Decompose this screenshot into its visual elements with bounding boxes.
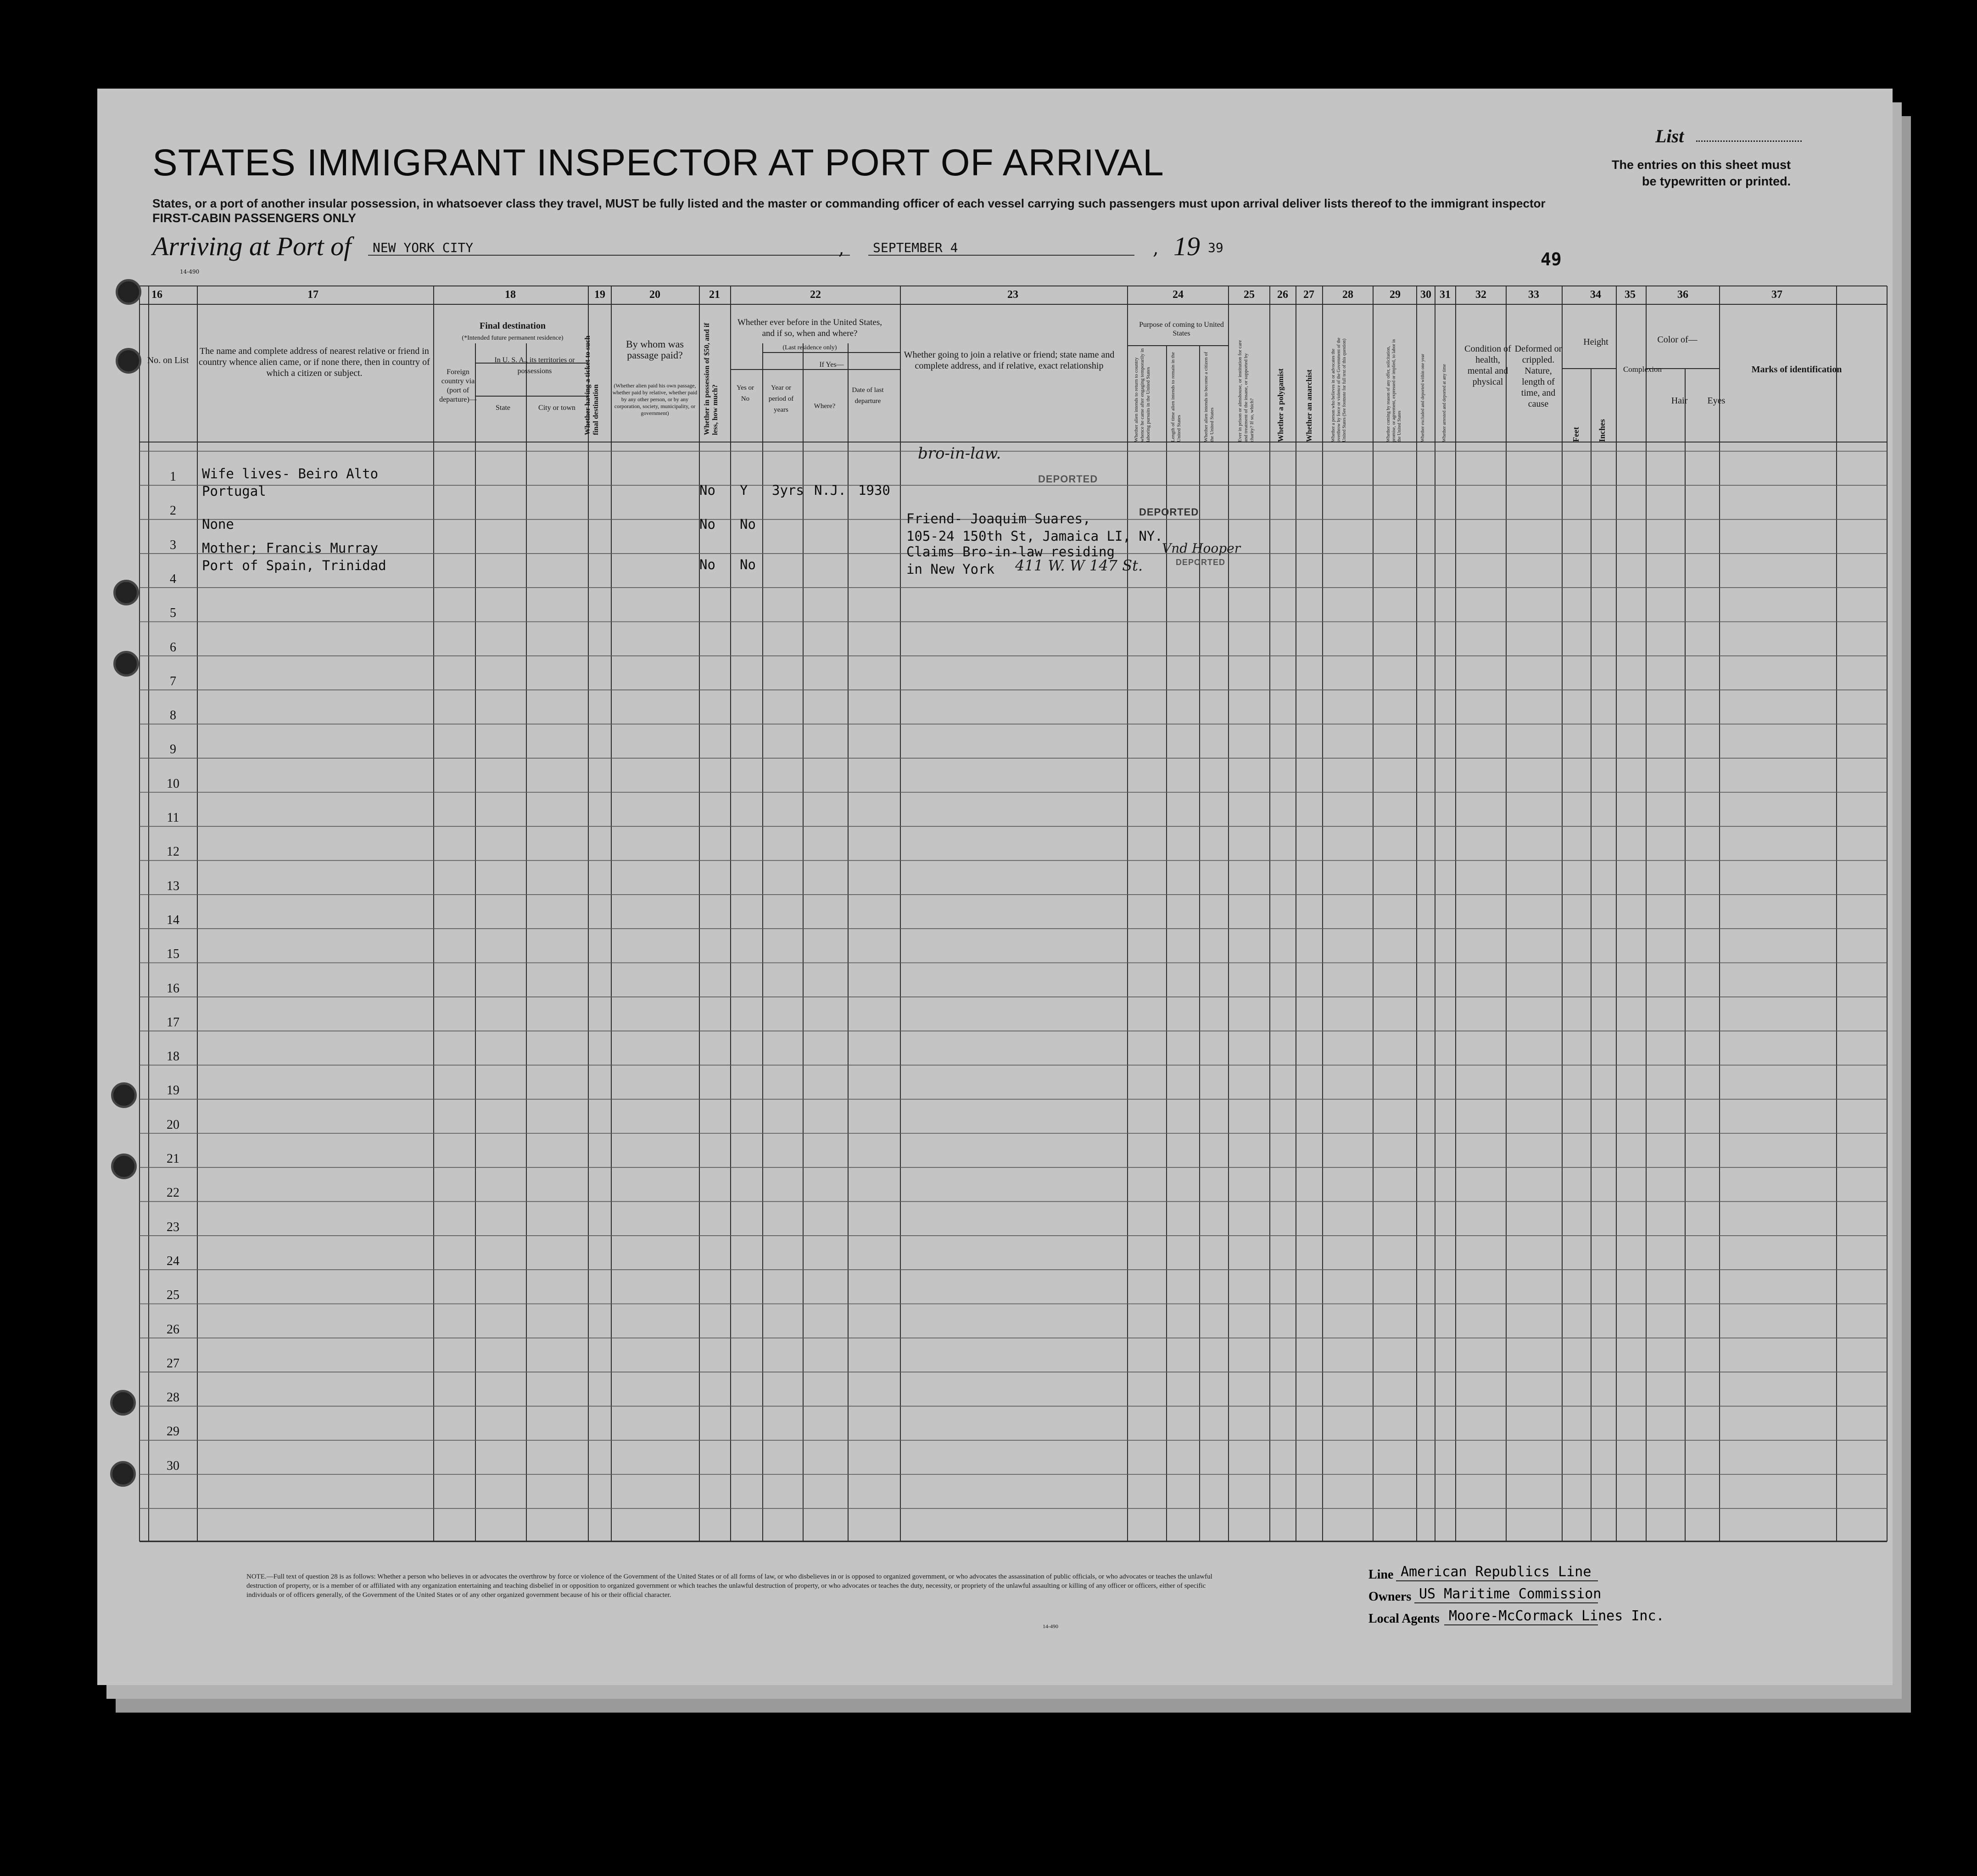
row2-in-possession: No bbox=[699, 516, 715, 532]
row-number: 8 bbox=[170, 708, 176, 723]
instructions-line-1: The entries on this sheet must bbox=[1612, 158, 1791, 172]
row1-deported-stamp: DEPORTED bbox=[1038, 473, 1098, 485]
binder-hole bbox=[116, 279, 141, 305]
col35-header: Complexion bbox=[1623, 365, 1662, 374]
col18-usa: In U. S. A., its territories or possessions bbox=[494, 356, 575, 375]
col34-feet: Feet bbox=[1571, 427, 1580, 442]
row3-in-possession: No bbox=[699, 557, 715, 572]
row3-deported-stamp: DEPORTED bbox=[1176, 558, 1226, 567]
row3-yes-no: No bbox=[740, 557, 756, 572]
row3-relative bbox=[202, 539, 386, 574]
col25-header: Ever in prison or almshouse, or institution for care and treatment of the insane, or supported by charity? If so, which? bbox=[1237, 340, 1255, 442]
col24-b: Length of time alien intends to remain in the United States bbox=[1170, 352, 1182, 442]
col22-note: (Last residence only) bbox=[782, 344, 837, 351]
subtitle-line-2: FIRST-CABIN PASSENGERS ONLY bbox=[152, 211, 357, 225]
column-number: 17 bbox=[307, 289, 318, 301]
column-number: 35 bbox=[1625, 289, 1636, 301]
line-underline bbox=[1396, 1580, 1598, 1581]
row-number: 22 bbox=[167, 1186, 179, 1200]
row1-where: N.J. bbox=[814, 482, 846, 498]
column-number: 28 bbox=[1342, 289, 1353, 301]
row-number: 18 bbox=[167, 1049, 179, 1064]
column-number: 31 bbox=[1440, 289, 1451, 301]
col34-title: Height bbox=[1583, 337, 1608, 347]
col36-hair: Hair bbox=[1671, 396, 1688, 406]
col18-title: Final destination bbox=[480, 321, 546, 331]
col17-header: The name and complete address of nearest relative or friend in country whence alien came, or if none there, then in country of which a citizen or subject. bbox=[199, 346, 430, 378]
comma-separator-2: , bbox=[1153, 238, 1159, 259]
list-label: List bbox=[1655, 126, 1684, 146]
col24-a: Whether alien intends to return to country whence he came after engaging temporarily in laboring pursuits in the United States bbox=[1134, 348, 1151, 442]
row-number: 25 bbox=[167, 1288, 179, 1303]
row2-join-line2: 105-24 150th St, Jamaica LI, NY. bbox=[906, 528, 1163, 544]
col31-header: Whether arrested and deported at any time bbox=[1442, 364, 1447, 442]
row-number: 16 bbox=[167, 981, 179, 996]
row-number: 6 bbox=[170, 640, 176, 655]
column-number: 25 bbox=[1244, 289, 1255, 301]
row-number: 20 bbox=[167, 1117, 179, 1132]
row1-yes-no: Y bbox=[740, 482, 748, 498]
row2-join bbox=[906, 510, 1163, 545]
row3-handwritten-name: Vnd Hooper bbox=[1162, 541, 1241, 556]
column-number: 21 bbox=[709, 289, 720, 301]
page-number: 49 bbox=[1541, 249, 1562, 269]
row-number: 30 bbox=[167, 1458, 179, 1473]
binder-hole bbox=[111, 1154, 137, 1179]
row3-handwritten-address: 411 W. W 147 St. bbox=[1015, 557, 1143, 574]
form-code-bottom: 14-490 bbox=[1043, 1623, 1058, 1630]
row1-handwritten-note: bro-in-law. bbox=[918, 444, 1001, 463]
arriving-label: Arriving at Port of bbox=[152, 231, 352, 261]
col21-header: Whether in possession of $50, and if less, how much? bbox=[703, 323, 719, 435]
row-number: 23 bbox=[167, 1220, 179, 1234]
col19-header: Whether having a ticket to such final destination bbox=[584, 335, 600, 435]
row-number: 28 bbox=[167, 1390, 179, 1405]
col24-c: Whether alien intends to become a citizen of the United States bbox=[1203, 352, 1215, 442]
row1-relative bbox=[202, 465, 378, 500]
col18-note: (*Intended future permanent residence) bbox=[462, 335, 564, 342]
binder-hole bbox=[113, 580, 139, 605]
row2-join-line1: Friend- Joaquim Suares, bbox=[906, 511, 1091, 526]
instructions-line-2: be typewritten or printed. bbox=[1642, 174, 1791, 188]
col32-header: Condition of health, mental and physical bbox=[1464, 344, 1511, 387]
question-28-note: NOTE.—Full text of question 28 is as follows: Whether a person who believes in or advocates the overthrow by force or violence of the Government of the United States or of all forms of law, or who disbelieves in or is opposed to organized government, or who advocates the assassination of public officials, or who advocates or teaches the unlawful destruction of property, or is a member of or affiliated with any organization entertaining and teaching disbelief in or opposition to organized government or which teaches the unlawful destruction of property, or who advocates or teaches the duty, necessity, or propriety of the unlawful assaulting or killing of any officer or officers, either of specific individuals or of officers generally, of the Government of the United States or of any other organized government because of his or their official character. bbox=[246, 1573, 1212, 1599]
row-number: 11 bbox=[167, 811, 179, 825]
col27-header: Whether an anarchist bbox=[1305, 369, 1313, 442]
row-number: 24 bbox=[167, 1254, 179, 1268]
column-number: 26 bbox=[1277, 289, 1288, 301]
row-number: 27 bbox=[167, 1356, 179, 1371]
row-number: 7 bbox=[170, 674, 176, 689]
column-number: 33 bbox=[1528, 289, 1539, 301]
row-number: 12 bbox=[167, 845, 179, 859]
col18-city: City or town bbox=[538, 404, 575, 412]
column-number: 34 bbox=[1590, 289, 1601, 301]
row-number: 26 bbox=[167, 1322, 179, 1337]
row3-join-line2: in New York bbox=[906, 561, 995, 577]
row3-relative-line1: Mother; Francis Murray bbox=[202, 540, 379, 556]
row1-years: 3yrs bbox=[772, 482, 804, 498]
row-number: 1 bbox=[170, 470, 176, 484]
row-number: 2 bbox=[170, 504, 176, 518]
column-number: 30 bbox=[1420, 289, 1431, 301]
owners-value: US Maritime Commission bbox=[1419, 1586, 1602, 1602]
port-value: NEW YORK CITY bbox=[373, 240, 474, 255]
column-number: 36 bbox=[1677, 289, 1688, 301]
row1-date: 1930 bbox=[858, 482, 890, 498]
col22-yesno: Yes or No bbox=[736, 384, 754, 403]
comma-separator: , bbox=[838, 238, 844, 259]
row-number: 14 bbox=[167, 913, 179, 927]
column-number: 24 bbox=[1173, 289, 1184, 301]
col18-foreign: Foreign country via (port of departure)— bbox=[439, 368, 477, 403]
col34-inches: Inches bbox=[1597, 419, 1607, 442]
row2-yes-no: No bbox=[740, 516, 756, 532]
year-prefix: 19 bbox=[1173, 231, 1200, 261]
form-code-top: 14-490 bbox=[180, 269, 200, 275]
col22-years: Year or period of years bbox=[768, 384, 794, 414]
row2-relative: None bbox=[202, 516, 234, 532]
binder-hole bbox=[110, 1461, 136, 1487]
page-title: STATES IMMIGRANT INSPECTOR AT PORT OF ARRIVAL bbox=[152, 142, 1164, 184]
col36-title: Color of— bbox=[1657, 335, 1698, 345]
row1-relative-line1: Wife lives- Beiro Alto bbox=[202, 466, 379, 482]
row-number: 5 bbox=[170, 606, 176, 621]
col28-header: Whether a person who believes in or advocates the overthrow by force or violence of the Government of the United States (See footnote for full text of this question) bbox=[1331, 337, 1347, 442]
year-suffix: 39 bbox=[1208, 240, 1223, 255]
row-number: 13 bbox=[167, 879, 179, 893]
col24-title: Purpose of coming to United States bbox=[1139, 321, 1224, 337]
col16-header: No. on List bbox=[147, 355, 189, 365]
binder-hole bbox=[113, 651, 139, 677]
column-number: 37 bbox=[1771, 289, 1782, 301]
line-value: American Republics Line bbox=[1401, 1564, 1592, 1580]
binder-hole bbox=[116, 348, 141, 374]
col22-where: Where? bbox=[814, 403, 836, 410]
col33-header: Deformed or crippled. Nature, length of time, and cause bbox=[1514, 344, 1562, 409]
row-number: 3 bbox=[170, 538, 176, 552]
column-number: 32 bbox=[1475, 289, 1486, 301]
row3-relative-line2: Port of Spain, Trinidad bbox=[202, 558, 386, 573]
row-number: 10 bbox=[167, 776, 179, 791]
form-grid bbox=[97, 89, 1893, 1685]
col26-header: Whether a polygamist bbox=[1276, 368, 1285, 442]
column-number: 20 bbox=[649, 289, 660, 301]
manifest-page bbox=[97, 89, 1893, 1685]
row-number: 17 bbox=[167, 1015, 179, 1030]
agents-value: Moore-McCormack Lines Inc. bbox=[1449, 1608, 1664, 1624]
owners-label: Owners bbox=[1368, 1590, 1412, 1604]
col22-date: Date of last departure bbox=[852, 386, 884, 405]
column-number: 22 bbox=[810, 289, 821, 301]
col29-header: Whether coming by reason of any offer, solicitation, promise, or agreement, expressed or implied, to labor in the United States bbox=[1386, 339, 1402, 442]
column-number: 16 bbox=[151, 289, 162, 301]
col22-ifyes: If Yes— bbox=[819, 361, 844, 369]
line-label: Line bbox=[1368, 1568, 1394, 1582]
row1-relative-line2: Portugal bbox=[202, 483, 266, 499]
col18-state: State bbox=[496, 404, 510, 412]
row2-deported-stamp: DEPORTED bbox=[1139, 506, 1199, 518]
subtitle-line-1: States, or a port of another insular possession, in whatsoever class they travel, MUST be fully listed and the master or commanding officer of each vessel carrying such passengers must upon arrival deliver lists thereof to the immigrant inspector bbox=[152, 196, 1546, 210]
date-value: SEPTEMBER 4 bbox=[873, 240, 958, 255]
col36-eyes: Eyes bbox=[1707, 396, 1726, 406]
column-number: 19 bbox=[594, 289, 605, 301]
column-number: 27 bbox=[1303, 289, 1314, 301]
agents-underline bbox=[1444, 1624, 1598, 1625]
row-number: 19 bbox=[167, 1083, 179, 1098]
col20-title: By whom was passage paid? bbox=[626, 338, 684, 361]
col20-note: (Whether alien paid his own passage, whether paid by relative, whether paid by any other person, or by any corporation, society, municipality, or government) bbox=[612, 382, 698, 416]
binder-hole bbox=[111, 1082, 137, 1108]
column-number: 23 bbox=[1007, 289, 1018, 301]
row1-in-possession: No bbox=[699, 482, 715, 498]
binder-hole bbox=[110, 1390, 136, 1416]
col30-header: Whether excluded and deported within one year bbox=[1420, 353, 1425, 442]
col37-header: Marks of identification bbox=[1751, 364, 1842, 375]
row3-join-line1: Claims Bro-in-law residing bbox=[906, 544, 1115, 560]
row-number: 29 bbox=[167, 1424, 179, 1439]
column-number: 29 bbox=[1390, 289, 1401, 301]
row-number: 15 bbox=[167, 947, 179, 962]
column-number: 18 bbox=[505, 289, 516, 301]
row-number: 9 bbox=[170, 742, 176, 757]
row-number: 21 bbox=[167, 1152, 179, 1166]
col23-header: Whether going to join a relative or friend; state name and complete address, and if relative, exact relationship bbox=[904, 350, 1115, 371]
row-number: 4 bbox=[170, 571, 176, 586]
col22-title: Whether ever before in the United States, and if so, when and where? bbox=[737, 318, 882, 338]
agents-label: Local Agents bbox=[1368, 1612, 1440, 1626]
owners-underline bbox=[1414, 1602, 1598, 1603]
